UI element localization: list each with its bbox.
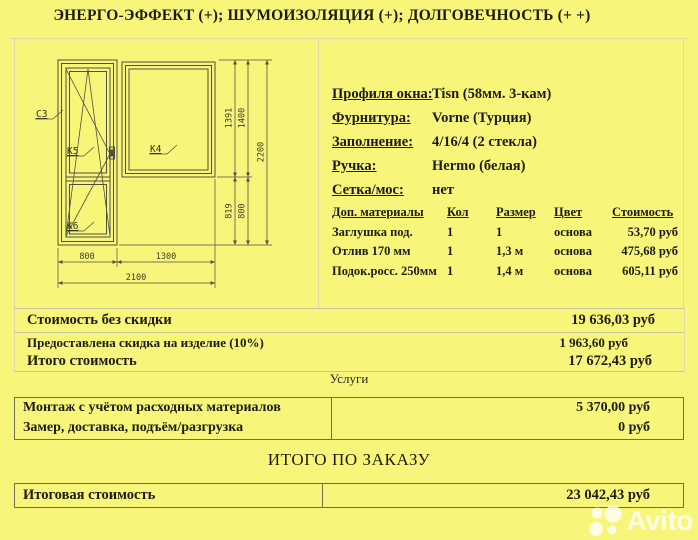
cost-summary-table	[14, 308, 685, 372]
materials-header-row	[332, 203, 684, 223]
cost-label: Стоимость без скидки	[27, 312, 172, 328]
dim-below-left: 819	[224, 203, 235, 219]
dimension-lines	[58, 60, 267, 283]
services-labels	[15, 398, 332, 439]
dim-below-right: 800	[237, 203, 248, 219]
cell: 1	[447, 224, 454, 239]
services-heading: Услуги	[329, 371, 369, 386]
cell: 1,3 м	[496, 244, 524, 258]
col-header: Кол	[447, 205, 469, 219]
dim-total-height: 2200	[256, 141, 267, 163]
page-title: ЭНЕРГО-ЭФФЕКТ (+); ШУМОИЗОЛЯЦИЯ (+); ДОЛГОВЕЧНОСТЬ (+ +)	[53, 7, 591, 24]
label-side: СЗ	[36, 109, 48, 120]
spec-row	[332, 178, 684, 202]
services-table	[14, 397, 684, 440]
table-row	[15, 352, 684, 371]
spec-row	[332, 154, 684, 178]
table-row	[15, 333, 684, 352]
materials-table	[332, 203, 684, 281]
dim-total-width: 2100	[125, 273, 147, 283]
dim-window-height: 1400	[237, 107, 248, 129]
spec-row	[332, 106, 684, 130]
label-sash-top: К5	[67, 146, 79, 157]
col-header: Размер	[496, 205, 536, 219]
table-row	[332, 223, 684, 243]
spec-label: Заполнение:	[332, 134, 414, 150]
col-header: Цвет	[554, 205, 583, 219]
spec-value: нет	[432, 182, 454, 198]
service-value: 0 руб	[618, 420, 650, 435]
dim-sash-height: 1391	[224, 107, 235, 129]
window-specs	[332, 82, 684, 202]
label-window: К4	[150, 144, 162, 155]
window-drawing	[14, 38, 320, 308]
label-sash-bottom: К6	[67, 221, 79, 232]
spec-value: Hermo (белая)	[432, 158, 526, 174]
col-header: Доп. материалы	[332, 205, 424, 219]
cost-label: Итого стоимость	[27, 353, 137, 369]
dim-door-width: 800	[79, 252, 95, 262]
cell: 1	[447, 244, 454, 258]
table-row	[15, 309, 684, 333]
spec-row	[332, 82, 684, 106]
col-header: Стоимость	[612, 205, 674, 219]
table-row	[332, 242, 684, 262]
spec-label: Ручка:	[332, 158, 377, 174]
cell: 1	[447, 263, 454, 278]
cost-value: 17 672,43 руб	[568, 353, 652, 369]
order-total-heading: ИТОГО ПО ЗАКАЗУ	[267, 450, 431, 469]
cell: Подок.росс. 250мм	[332, 263, 437, 278]
cost-value: 1 963,60 руб	[559, 334, 628, 350]
spec-value: Vorne (Турция)	[432, 110, 532, 126]
cell: Заглушка под.	[332, 224, 413, 239]
spec-value: Tisn (58мм. 3-кам)	[432, 86, 552, 102]
cell: 1	[496, 224, 503, 239]
service-label: Монтаж с учётом расходных материалов	[23, 400, 281, 415]
total-label: Итоговая стоимость	[15, 484, 323, 507]
spec-label: Профиля окна:	[332, 86, 433, 102]
cell: 53,70 руб	[627, 224, 678, 239]
cell: основа	[554, 263, 592, 278]
cell: 1,4 м	[496, 263, 524, 278]
total-value: 23 042,43 руб	[566, 487, 650, 503]
avito-watermark-text: Avito	[626, 505, 693, 536]
cell: основа	[554, 224, 592, 239]
services-values	[332, 398, 683, 439]
cell: основа	[554, 244, 592, 258]
order-total-table	[14, 483, 684, 508]
table-row	[332, 262, 684, 282]
spec-label: Сетка/мос:	[332, 182, 404, 198]
spec-value: 4/16/4 (2 стекла)	[432, 134, 537, 150]
cell: Отлив 170 мм	[332, 244, 411, 258]
service-label: Замер, доставка, подъём/разгрузка	[23, 420, 244, 435]
avito-watermark	[588, 504, 693, 538]
cell: 475,68 руб	[621, 244, 678, 258]
avito-logo-icon	[588, 504, 624, 538]
dim-window-width: 1300	[155, 252, 177, 262]
cell: 605,11 руб	[622, 263, 678, 278]
fixed-window-drawing	[122, 62, 215, 177]
cost-value: 19 636,03 руб	[571, 312, 655, 328]
service-value: 5 370,00 руб	[576, 400, 650, 415]
spec-row	[332, 130, 684, 154]
cost-label: Предоставлена скидка на изделие (10%)	[27, 334, 264, 350]
spec-label: Фурнитура:	[332, 110, 411, 126]
